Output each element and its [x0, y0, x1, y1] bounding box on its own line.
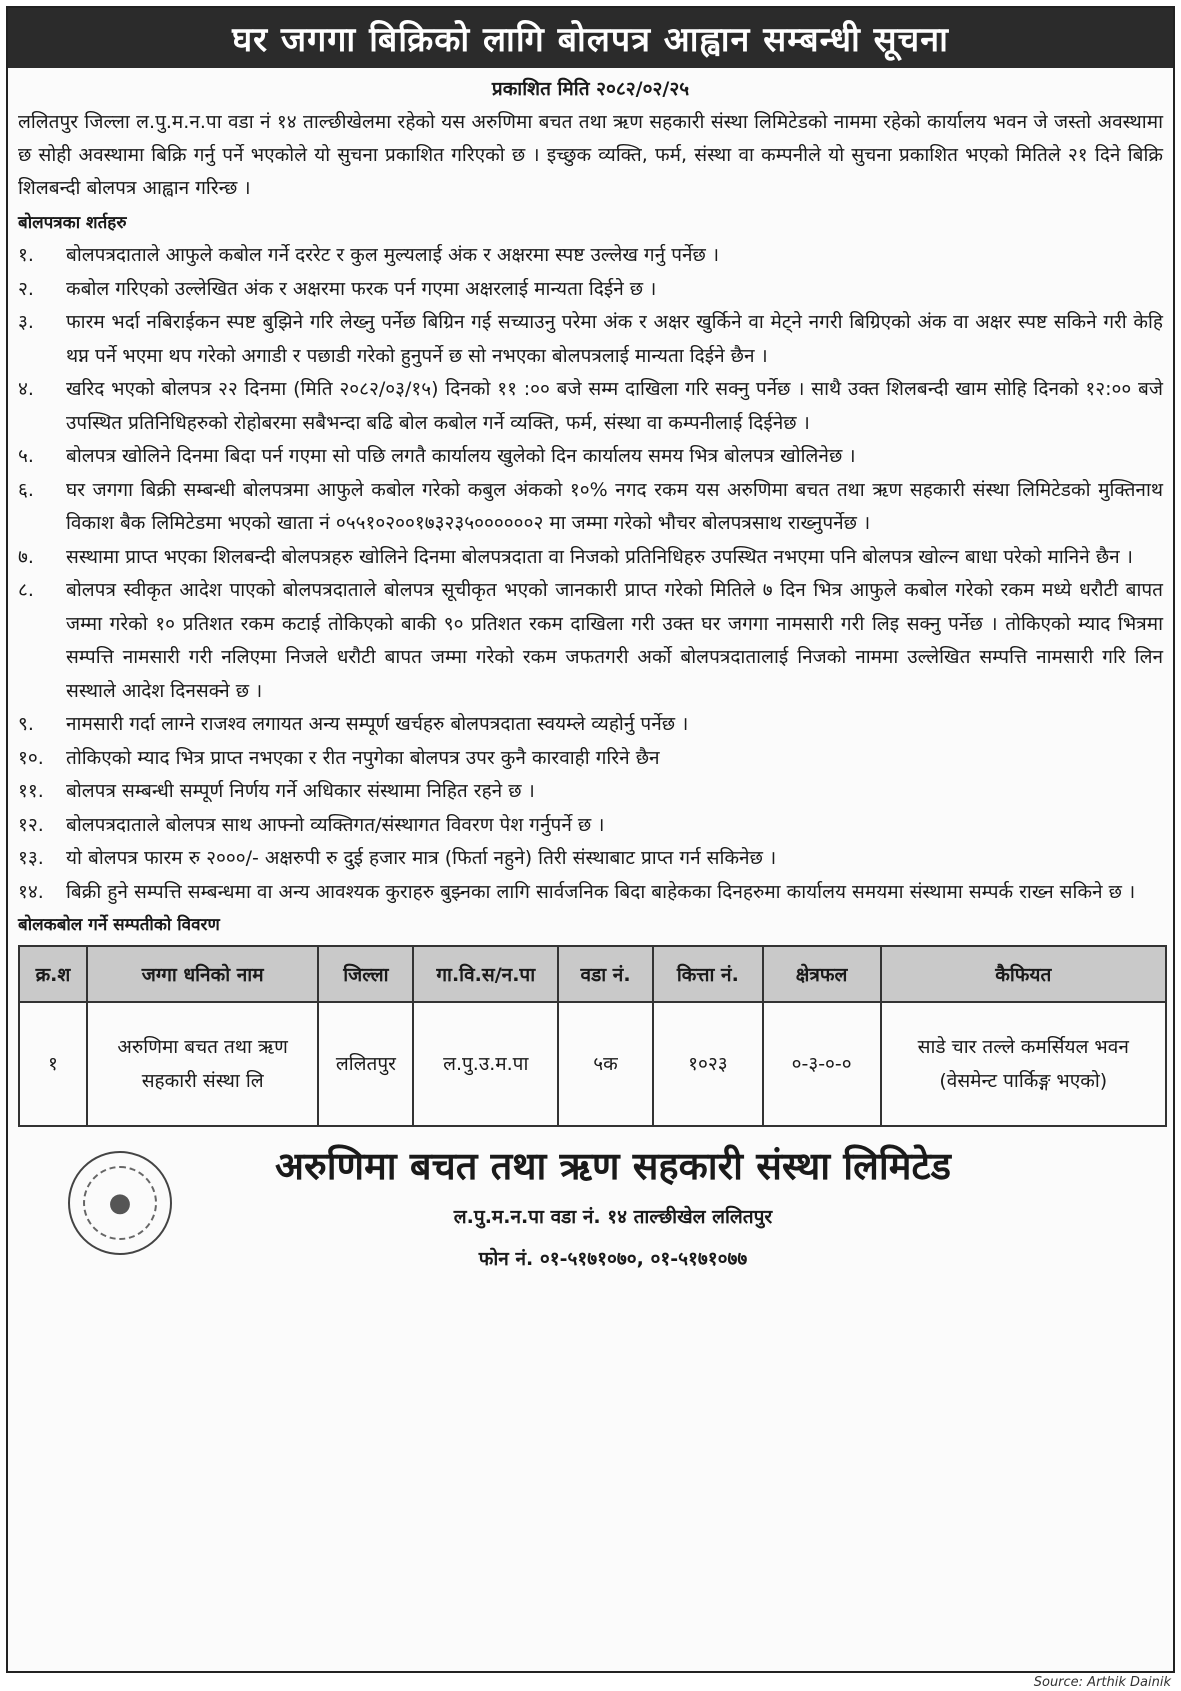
list-item: [18, 876, 1163, 910]
cell-remarks: साडे चार तल्ले कमर्सियल भवन (वेसमेन्ट पार्किङ्ग भएको): [881, 1002, 1166, 1126]
condition-number: १.: [18, 244, 34, 266]
condition-number: १०.: [18, 746, 44, 769]
condition-number: ८.: [18, 579, 34, 601]
condition-number: १४.: [18, 880, 44, 903]
list-item: [18, 574, 1163, 708]
property-table: [18, 945, 1167, 1127]
cell-ward: ५क: [558, 1002, 653, 1126]
condition-text: कबोल गरिएको उल्लेखित अंक र अक्षरमा फरक पर्न गएमा अक्षरलाई मान्यता दिईने छ ।: [66, 277, 657, 300]
condition-text: बोलपत्र सम्बन्धी सम्पूर्ण निर्णय गर्ने अधिकार संस्थामा निहित रहने छ ।: [66, 780, 535, 802]
condition-text: फारम भर्दा नबिराईकन स्पष्ट बुझिने गरि लेख्नु पर्नेछ बिग्रिन गई सच्याउनु परेमा अंक र अक्षर खुर्किने वा मेट्ने नगरी बिग्रिएको अंक वा अक्षर स्पष्ट सकिने गरी केहि थप्न पर्ने भएमा थप गरेको अगाडी र पछाडी गरेको हुनुपर्ने छ सो नभएका बोलपत्रलाई मान्यता दिईने छैन ।: [66, 311, 1163, 367]
list-item: [18, 273, 1163, 307]
list-item: [18, 541, 1163, 575]
list-item: [18, 842, 1163, 876]
condition-number: १३.: [18, 847, 44, 869]
source-credit: Source: Arthik Dainik: [1033, 1675, 1171, 1690]
conditions-list: [18, 239, 1163, 909]
cell-municipality: ल.पु.उ.म.पा: [413, 1002, 558, 1126]
condition-number: ११.: [18, 780, 44, 802]
condition-text: तोकिएको म्याद भित्र प्राप्त नभएका र रीत नपुगेका बोलपत्र उपर कुनै कारवाही गरिने छैन: [66, 746, 660, 769]
cell-district: ललितपुर: [318, 1002, 413, 1126]
conditions-heading: बोलपत्रका शर्तहरु: [18, 213, 127, 233]
seal-emblem-icon: ●: [83, 1166, 157, 1240]
condition-number: ६.: [18, 478, 34, 501]
col-header-owner: जग्गा धनिको नाम: [87, 946, 319, 1002]
condition-text: बिक्री हुने सम्पत्ति सम्बन्धमा वा अन्य आवश्यक कुराहरु बुझ्नका लागि सार्वजनिक बिदा बाहेकका दिनहरुमा कार्यालय समयमा संस्थामा सम्पर्क राख्न सकिने छ ।: [66, 880, 1136, 903]
cell-plot: १०२३: [653, 1002, 763, 1126]
property-heading: बोलकबोल गर्ने सम्पतीको विवरण: [18, 915, 220, 935]
list-item: [18, 440, 1163, 474]
condition-text: नामसारी गर्दा लाग्ने राजश्व लगायत अन्य सम्पूर्ण खर्चहरु बोलपत्रदाता स्वयम्ले व्यहोर्नु पर्नेछ ।: [66, 713, 689, 735]
col-header-area: क्षेत्रफल: [763, 946, 881, 1002]
notice-body: [8, 76, 1173, 1291]
col-header-municipality: गा.वि.स/न.पा: [413, 946, 558, 1002]
col-header-plot: कित्ता नं.: [653, 946, 763, 1002]
published-date: प्रकाशित मिति २०८२/०२/२५: [491, 78, 690, 100]
organization-phone: फोन नं. ०१-५१७१०७०, ०१-५१७१०७७: [478, 1248, 748, 1270]
tender-notice: [6, 6, 1175, 1673]
condition-number: ७.: [18, 545, 34, 568]
table-row: [19, 1002, 1166, 1126]
list-item: [18, 474, 1163, 541]
condition-number: ९.: [18, 713, 34, 735]
list-item: [18, 708, 1163, 742]
list-item: [18, 239, 1163, 273]
condition-number: २.: [18, 277, 34, 300]
organization-seal-icon: [68, 1151, 172, 1255]
condition-text: घर जगगा बिक्री सम्बन्धी बोलपत्रमा आफुले कबोल गरेको कबुल अंकको १०% नगद रकम यस अरुणिमा बचत तथा ऋण सहकारी संस्था लिमिटेडको मुक्तिनाथ विकाश बैक लिमिटेडमा भएको खाता नं ०५५१०२००१७३२३५००००००२ मा जम्मा गरेको भौचर बोलपत्रसाथ राख्नुपर्नेछ ।: [66, 478, 1164, 534]
condition-text: बोलपत्रदाताले बोलपत्र साथ आफ्नो व्यक्तिगत/संस्थागत विवरण पेश गर्नुपर्ने छ ।: [66, 813, 605, 836]
condition-number: ५.: [18, 445, 34, 467]
condition-text: बोलपत्र खोलिने दिनमा बिदा पर्न गएमा सो पछि लगतै कार्यालय खुलेको दिन कार्यालय समय भित्र बोलपत्र खोलिनेछ ।: [66, 445, 856, 467]
condition-text: बोलपत्रदाताले आफुले कबोल गर्ने दररेट र कुल मुल्यलाई अंक र अक्षरमा स्पष्ट उल्लेख गर्नु पर्नेछ ।: [66, 244, 720, 266]
condition-text: यो बोलपत्र फारम रु २०००/- अक्षरुपी रु दुई हजार मात्र (फिर्ता नहुने) तिरी संस्थाबाट प्राप्त गर्न सकिनेछ ।: [66, 847, 777, 869]
col-header-district: जिल्ला: [318, 946, 413, 1002]
organization-name: अरुणिमा बचत तथा ऋण सहकारी संस्था लिमिटेड: [275, 1144, 951, 1188]
condition-text: बोलपत्र स्वीकृत आदेश पाएको बोलपत्रदाताले बोलपत्र सूचीकृत भएको जानकारी प्राप्त गरेको मितिले ७ दिन भित्र आफुले कबोल गरेको रकम मध्ये धरौटी बापत जम्मा गरेको १० प्रतिशत रकम कटाई तोकिएको बाकी ९० प्रतिशत रकम दाखिला गरी उक्त घर जगगा नामसारी गरी लिइ सक्नु पर्नेछ । तोकिएको म्याद भित्रमा सम्पत्ति नामसारी गरी नलिएमा निजले धरौटी बापत जम्मा गरेको रकम जफतगरी अर्को बोलपत्रदातालाई निजको नाममा उल्लेखित सम्पत्ति नामसारी गरि लिन सस्थाले आदेश दिनसक्ने छ ।: [66, 579, 1163, 702]
notice-title: घर जगगा बिक्रिको लागि बोलपत्र आह्वान सम्बन्धी सूचना: [8, 8, 1173, 68]
intro-paragraph: ललितपुर जिल्ला ल.पु.म.न.पा वडा नं १४ ताल्छीखेलमा रहेको यस अरुणिमा बचत तथा ऋण सहकारी संस्था लिमिटेडको नाममा रहेको कार्यालय भवन जे जस्तो अवस्थामा छ सोही अवस्थामा बिक्रि गर्नु पर्ने भएकोले यो सुचना प्रकाशित गरिएको छ । इच्छुक व्यक्ति, फर्म, संस्था वा कम्पनीले यो सुचना प्रकाशित भएको मितिले २१ दिने बिक्रि शिलबन्दी बोलपत्र आह्वान गरिन्छ ।: [18, 111, 1163, 199]
cell-sn: १: [19, 1002, 87, 1126]
list-item: [18, 306, 1163, 373]
condition-text: सस्थामा प्राप्त भएका शिलबन्दी बोलपत्रहरु खोलिने दिनमा बोलपत्रदाता वा निजको प्रतिनिधिहरु उपस्थित नभएमा पनि बोलपत्र खोल्न बाधा परेको मानिने छैन ।: [66, 545, 1133, 568]
condition-text: खरिद भएको बोलपत्र २२ दिनमा (मिति २०८२/०३/१५) दिनको ११ :०० बजे सम्म दाखिला गरि सक्नु पर्नेछ । साथै उक्त शिलबन्दी खाम सोहि दिनको १२:०० बजे उपस्थित प्रतिनिधिहरुको रोहोबरमा सबैभन्दा बढि बोल कबोल गर्ने व्यक्ति, फर्म, संस्था वा कम्पनीलाई दिईनेछ ।: [66, 378, 1163, 434]
cell-owner: अरुणिमा बचत तथा ऋण सहकारी संस्था लि: [87, 1002, 319, 1126]
condition-number: ४.: [18, 378, 34, 400]
list-item: [18, 775, 1163, 809]
col-header-sn: क्र.श: [19, 946, 87, 1002]
footer: [18, 1141, 1163, 1291]
condition-number: १२.: [18, 813, 44, 836]
organization-address: ल.पु.म.न.पा वडा नं. १४ ताल्छीखेल ललितपुर: [453, 1206, 773, 1228]
list-item: [18, 742, 1163, 776]
condition-number: ३.: [18, 311, 34, 333]
col-header-remarks: कैफियत: [881, 946, 1166, 1002]
list-item: [18, 373, 1163, 440]
cell-area: ०-३-०-०: [763, 1002, 881, 1126]
table-header-row: [19, 946, 1166, 1002]
col-header-ward: वडा नं.: [558, 946, 653, 1002]
list-item: [18, 809, 1163, 843]
